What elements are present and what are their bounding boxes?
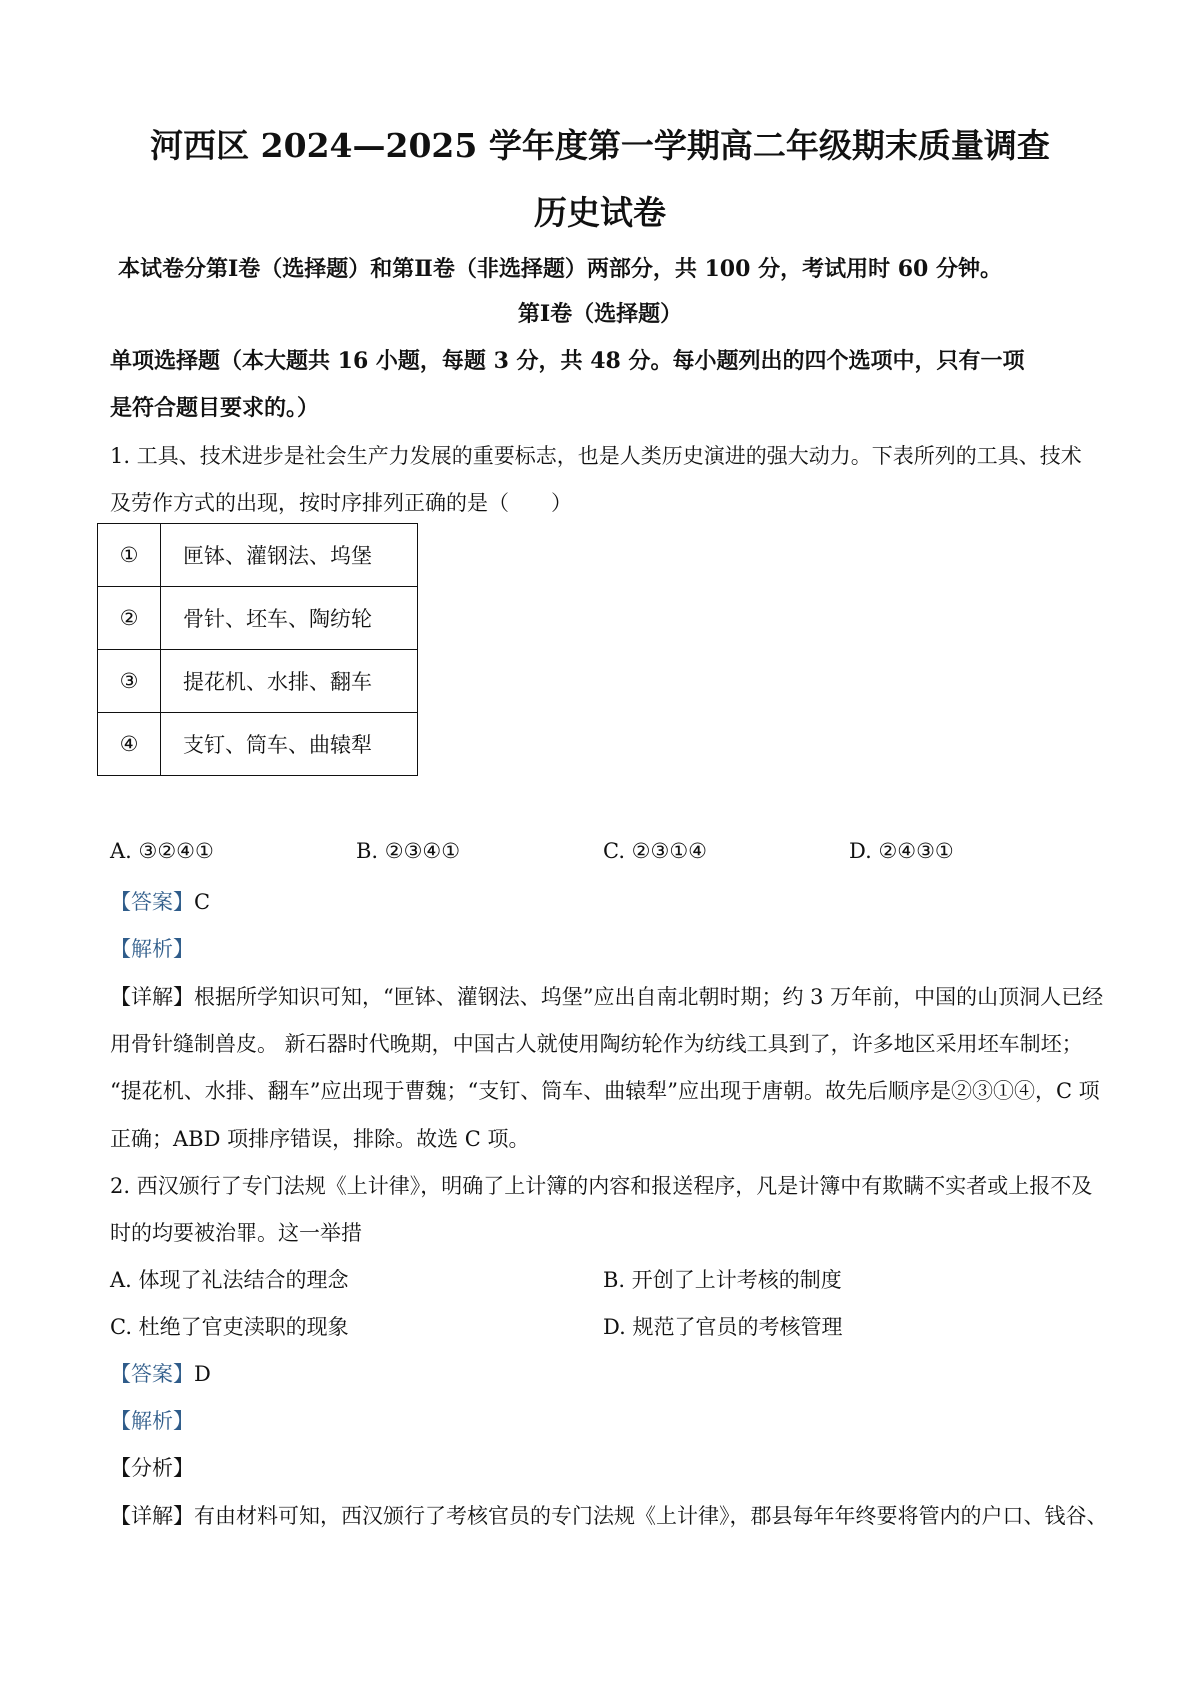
q1-detail-line-1 <box>110 981 1104 1011</box>
section-heading: 第Ⅰ卷（选择题） <box>517 301 683 327</box>
q1-option-b: B. ②③④① <box>356 839 461 863</box>
q1-stem-line-1: 1. 工具、技术进步是社会生产力发展的重要标志，也是人类历史演进的强大动力。下表所列的工具、技术 <box>110 444 1082 468</box>
table-cell-num: ④ <box>98 713 161 776</box>
table-cell-text: 支钉、筒车、曲辕犁 <box>161 713 418 776</box>
exam-subject: 历史试卷 <box>534 193 666 232</box>
table-row <box>98 587 418 650</box>
q1-answer <box>110 886 1100 916</box>
instruction-line-2: 是符合题目要求的。） <box>110 395 320 421</box>
table-row <box>98 650 418 713</box>
detail-tag: 【详解】 <box>110 985 194 1009</box>
table-cell-text: 匣钵、灌钢法、坞堡 <box>161 524 418 587</box>
table-cell-num: ① <box>98 524 161 587</box>
q2-option-b: B. 开创了上计考核的制度 <box>603 1268 842 1292</box>
q1-detail-line-4: 正确；ABD 项排序错误，排除。故选 C 项。 <box>110 1127 530 1151</box>
answer-value: D <box>194 1362 211 1386</box>
answer-value: C <box>194 890 211 914</box>
q2-stem-line-1: 2. 西汉颁行了专门法规《上计律》，明确了上计簿的内容和报送程序，凡是计簿中有欺瞒不实者或上报不及 <box>110 1174 1093 1198</box>
q2-detail-line-1 <box>110 1500 1108 1530</box>
q2-answer <box>110 1358 1100 1388</box>
q1-option-d: D. ②④③① <box>849 839 954 863</box>
answer-tag: 【答案】 <box>110 890 194 914</box>
q2-stem-line-2: 时的均要被治罪。这一举措 <box>110 1221 362 1245</box>
q2-option-d: D. 规范了官员的考核管理 <box>603 1315 843 1339</box>
table-row <box>98 713 418 776</box>
instruction-line-1: 单项选择题（本大题共 16 小题，每题 3 分，共 48 分。每小题列出的四个选项中，只有一项 <box>110 348 1025 374</box>
q1-option-a: A. ③②④① <box>110 839 214 863</box>
exam-title: 河西区 2024—2025 学年度第一学期高二年级期末质量调查 <box>150 126 1050 165</box>
table-row <box>98 524 418 587</box>
detail-text: 根据所学知识可知，“匣钵、灌钢法、坞堡”应出自南北朝时期；约 3 万年前，中国的山顶洞人已经 <box>194 985 1104 1009</box>
table-cell-text: 骨针、坯车、陶纺轮 <box>161 587 418 650</box>
table-cell-num: ③ <box>98 650 161 713</box>
table-cell-text: 提花机、水排、翻车 <box>161 650 418 713</box>
q2-fenxi-tag: 【分析】 <box>110 1456 194 1480</box>
q2-option-a: A. 体现了礼法结合的理念 <box>110 1268 349 1292</box>
q2-analysis-tag: 【解析】 <box>110 1409 194 1433</box>
detail-text: 有由材料可知，西汉颁行了考核官员的专门法规《上计律》，郡县每年年终要将管内的户口、钱谷、 <box>194 1504 1108 1528</box>
q2-option-c: C. 杜绝了官吏渎职的现象 <box>110 1315 349 1339</box>
q1-stem-line-2: 及劳作方式的出现，按时序排列正确的是（ ） <box>110 491 572 515</box>
q1-analysis-tag: 【解析】 <box>110 937 194 961</box>
q1-detail-line-2: 用骨针缝制兽皮。 新石器时代晚期，中国古人就使用陶纺轮作为纺线工具到了，许多地区采用坯车制坯； <box>110 1032 1083 1056</box>
table-cell-num: ② <box>98 587 161 650</box>
q1-option-c: C. ②③①④ <box>603 839 707 863</box>
q1-table <box>97 523 418 776</box>
q1-detail-line-3: “提花机、水排、翻车”应出现于曹魏；“支钉、筒车、曲辕犁”应出现于唐朝。故先后顺序是②③①④，C 项 <box>110 1079 1100 1103</box>
answer-tag: 【答案】 <box>110 1362 194 1386</box>
exam-intro: 本试卷分第Ⅰ卷（选择题）和第Ⅱ卷（非选择题）两部分，共 100 分，考试用时 60 分钟。 <box>118 256 1003 282</box>
detail-tag: 【详解】 <box>110 1504 194 1528</box>
